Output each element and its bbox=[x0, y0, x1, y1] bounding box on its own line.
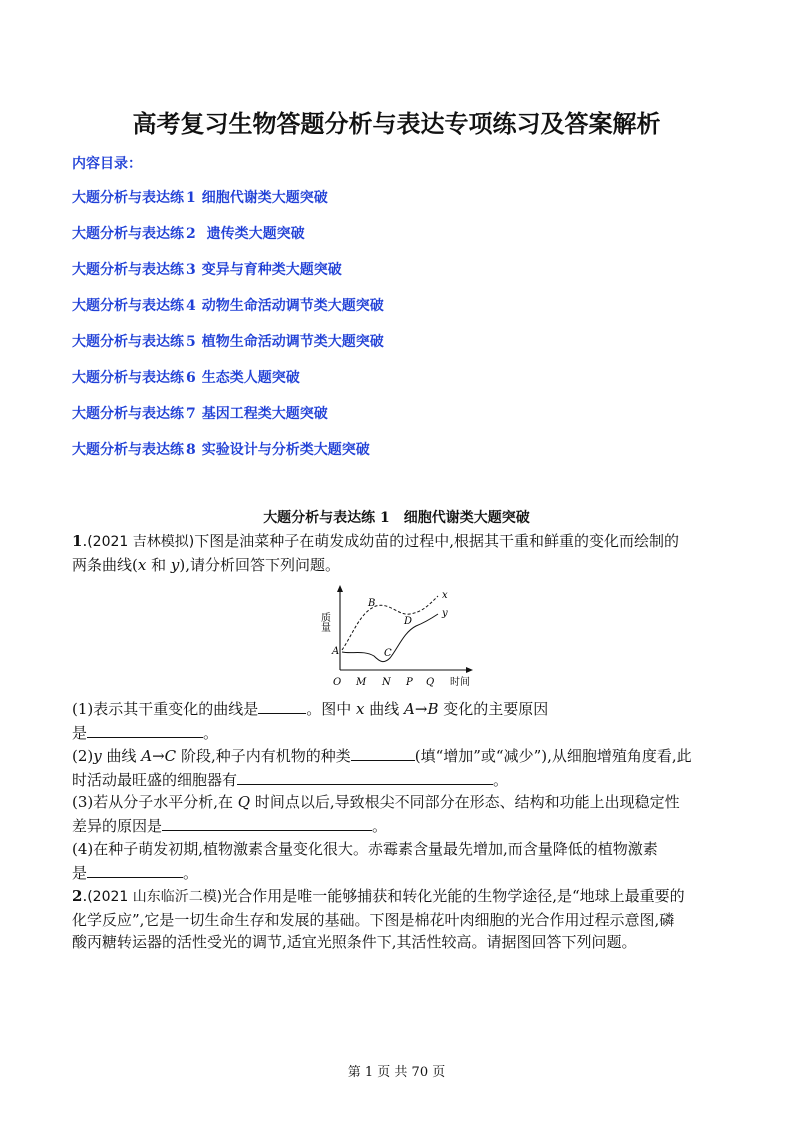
toc-item[interactable] bbox=[72, 295, 384, 331]
question-1-part-1 bbox=[72, 697, 722, 744]
question-number: 1 bbox=[72, 532, 83, 550]
toc-number: 7 bbox=[186, 406, 196, 422]
stem-text: ),请分析回答下列问题。 bbox=[179, 555, 340, 574]
part-text: 。 bbox=[372, 816, 388, 835]
answer-blank[interactable] bbox=[87, 721, 203, 738]
answer-blank[interactable] bbox=[237, 768, 493, 785]
question-1-part-4 bbox=[72, 838, 722, 884]
table-of-contents bbox=[72, 187, 384, 475]
var-x: x bbox=[137, 555, 147, 574]
page-footer: 第 1 页 共 70 页 bbox=[347, 1065, 446, 1080]
toc-topic: 实验设计与分析类大题突破 bbox=[201, 442, 370, 458]
y-axis-label: 质量 bbox=[318, 612, 330, 632]
toc-prefix: 大题分析与表达练 bbox=[72, 442, 184, 458]
toc-prefix: 大题分析与表达练 bbox=[72, 298, 184, 314]
tick-label-n: N bbox=[382, 677, 391, 688]
toc-number: 8 bbox=[186, 442, 196, 458]
stem-text: 光合作用是唯一能够捕获和转化光能的生物学途径,是“地球上最重要的 bbox=[222, 887, 685, 905]
toc-prefix: 大题分析与表达练 bbox=[72, 334, 184, 350]
question-number: 2 bbox=[72, 887, 83, 905]
page-title: 高考复习生物答题分析与表达专项练习及答案解析 bbox=[132, 109, 661, 138]
point-label-a: A bbox=[332, 646, 340, 657]
part-text: 是 bbox=[72, 723, 88, 742]
y-axis-arrow bbox=[337, 585, 343, 592]
curve-label-x: x bbox=[442, 590, 448, 601]
stem-text: 下图是油菜种子在萌发成幼苗的过程中,根据其干重和鲜重的变化而绘制的 bbox=[194, 532, 680, 550]
point-label-d: D bbox=[404, 616, 413, 627]
toc-number: 5 bbox=[186, 334, 196, 350]
tick-label-p: P bbox=[406, 677, 413, 688]
part-text: 变化的主要原因 bbox=[438, 700, 549, 718]
var-ab: A→B bbox=[404, 700, 439, 718]
question-2-stem: 2.(2021 山东临沂二模)光合作用是唯一能够捕获和转化光能的生物学途径,是“地球上最重要的 化学反应”,它是一切生命生存和发展的基础。下图是棉花叶肉细胞的光合作用过程示意图,磷 酸丙糖转运器的活性受光的调节,适宜光照条件下,其活性较高。请据图回答下列问题。 bbox=[72, 887, 685, 951]
stem-text: 两条曲线( bbox=[72, 555, 138, 574]
toc-item[interactable] bbox=[72, 223, 384, 259]
toc-prefix: 大题分析与表达练 bbox=[72, 226, 184, 242]
weight-curve-figure bbox=[318, 584, 478, 690]
toc-topic: 基因工程类大题突破 bbox=[201, 406, 328, 422]
toc-item[interactable] bbox=[72, 439, 384, 475]
toc-number: 2 bbox=[186, 226, 196, 242]
answer-blank[interactable] bbox=[162, 814, 372, 831]
toc-item[interactable] bbox=[72, 367, 384, 403]
toc-number: 1 bbox=[186, 190, 196, 206]
part-text: (1)表示其干重变化的曲线是 bbox=[72, 700, 259, 718]
toc-number: 6 bbox=[186, 370, 196, 386]
answer-blank[interactable] bbox=[258, 697, 306, 714]
curve-label-y: y bbox=[442, 608, 448, 619]
point-label-c: C bbox=[384, 648, 392, 659]
part-text: 曲线 bbox=[364, 700, 405, 718]
part-text: 时间点以后,导致根尖不同部分在形态、结构和功能上出现稳定性 bbox=[250, 793, 680, 811]
toc-topic: 动物生命活动调节类大题突破 bbox=[201, 298, 384, 314]
part-text: 时活动最旺盛的细胞器有 bbox=[72, 770, 238, 789]
tick-label-m: M bbox=[356, 677, 367, 688]
part-text: 曲线 bbox=[101, 747, 142, 765]
toc-prefix: 大题分析与表达练 bbox=[72, 406, 184, 422]
point-label-b: B bbox=[368, 598, 376, 609]
tick-label-q: Q bbox=[426, 677, 435, 688]
toc-item[interactable] bbox=[72, 187, 384, 223]
part-text: (2) bbox=[72, 747, 94, 765]
toc-prefix: 大题分析与表达练 bbox=[72, 190, 184, 206]
toc-topic: 生态类人题突破 bbox=[201, 370, 300, 386]
answer-blank[interactable] bbox=[351, 744, 415, 761]
axes bbox=[340, 590, 466, 670]
stem-text: 和 bbox=[146, 555, 171, 574]
var-y: y bbox=[170, 555, 180, 574]
toc-item[interactable] bbox=[72, 259, 384, 295]
stem-text: 酸丙糖转运器的活性受光的调节,适宜光照条件下,其活性较高。请据图回答下列问题。 bbox=[72, 933, 637, 951]
var-q: Q bbox=[237, 793, 251, 811]
var-x: x bbox=[356, 700, 365, 718]
toc-topic: 变异与育种类大题突破 bbox=[201, 262, 342, 278]
x-axis-arrow bbox=[466, 667, 473, 673]
toc-number: 4 bbox=[186, 298, 196, 314]
var-y: y bbox=[93, 747, 102, 765]
part-text: 差异的原因是 bbox=[72, 816, 163, 835]
question-1-part-3 bbox=[72, 791, 722, 837]
toc-topic: 植物生命活动调节类大题突破 bbox=[201, 334, 384, 350]
question-1-stem: 1.(2021 吉林模拟)下图是油菜种子在萌发成幼苗的过程中,根据其干重和鲜重的变化而绘制的 两条曲线(x 和 y),请分析回答下列问题。 bbox=[72, 532, 680, 574]
stem-text: 化学反应”,它是一切生命生存和发展的基础。下图是棉花叶肉细胞的光合作用过程示意图,磷 bbox=[72, 910, 675, 929]
answer-blank[interactable] bbox=[87, 861, 183, 878]
toc-item[interactable] bbox=[72, 403, 384, 439]
question-1-part-2 bbox=[72, 744, 722, 791]
toc-topic: 细胞代谢类大题突破 bbox=[201, 190, 328, 206]
toc-topic: 遗传类大题突破 bbox=[201, 226, 305, 242]
part-text: 阶段,种子内有机物的种类 bbox=[176, 747, 351, 765]
question-source: (2021 山东临沂二模) bbox=[87, 889, 223, 905]
part-text: (4)在种子萌发初期,植物激素含量变化很大。赤霉素含量最先增加,而含量降低的植物激素 bbox=[72, 840, 658, 858]
var-ac: A→C bbox=[141, 747, 177, 765]
toc-number: 3 bbox=[186, 262, 196, 278]
question-source: (2021 吉林模拟) bbox=[87, 534, 195, 550]
part-text: 。 bbox=[493, 770, 509, 789]
toc-prefix: 大题分析与表达练 bbox=[72, 370, 184, 386]
part-text: 。图中 bbox=[306, 700, 357, 718]
part-text: (填“增加”或“减少”),从细胞增殖角度看,此 bbox=[414, 747, 692, 765]
part-text: 。 bbox=[183, 863, 199, 882]
toc-prefix: 大题分析与表达练 bbox=[72, 262, 184, 278]
toc-item[interactable] bbox=[72, 331, 384, 367]
origin-label: O bbox=[333, 677, 342, 688]
part-text: (3)若从分子水平分析,在 bbox=[72, 793, 238, 811]
part-text: 。 bbox=[203, 723, 219, 742]
x-axis-label: 时间 bbox=[450, 677, 470, 688]
section-title: 大题分析与表达练 1 细胞代谢类大题突破 bbox=[263, 510, 530, 526]
part-text: 是 bbox=[72, 863, 88, 882]
toc-label: 内容目录： bbox=[72, 156, 142, 172]
